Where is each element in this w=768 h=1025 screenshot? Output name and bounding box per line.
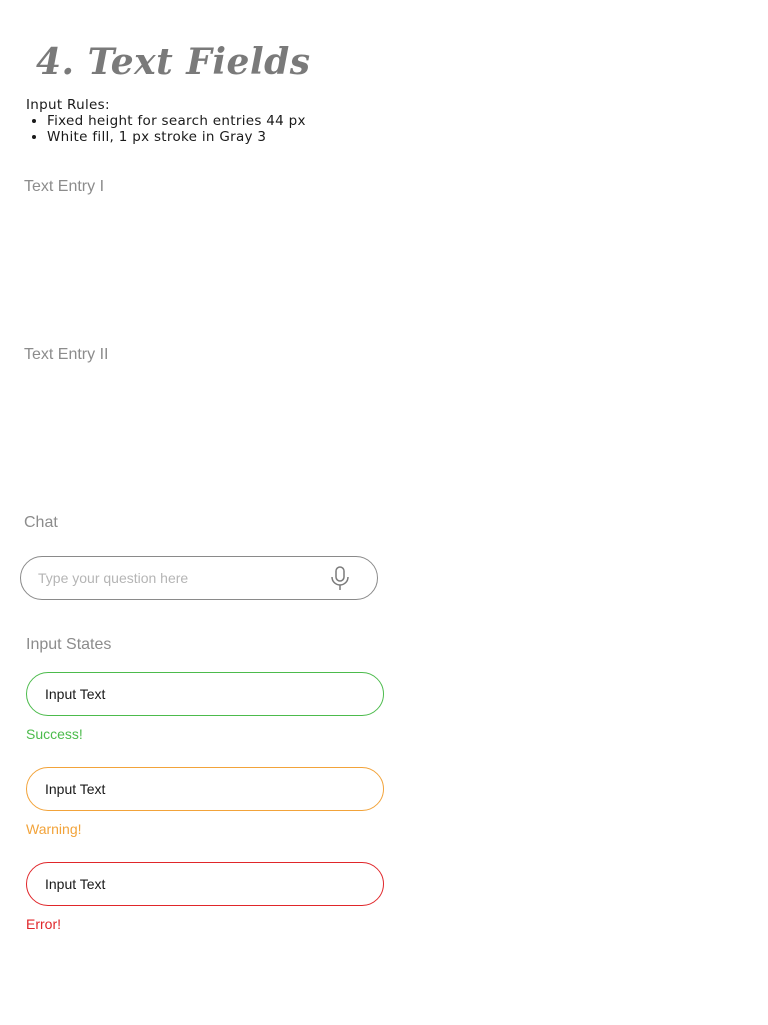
success-input[interactable] bbox=[45, 684, 365, 704]
section-label-chat: Chat bbox=[24, 514, 58, 531]
chat-input-field[interactable] bbox=[20, 556, 378, 600]
error-input[interactable] bbox=[45, 874, 365, 894]
error-message: Error! bbox=[26, 916, 61, 932]
warning-input[interactable] bbox=[45, 779, 365, 799]
warning-input-field[interactable] bbox=[26, 767, 384, 811]
success-message: Success! bbox=[26, 726, 83, 742]
section-label-input-states: Input States bbox=[26, 636, 112, 653]
input-rule-item: • White fill, 1 px stroke in Gray 3 bbox=[47, 129, 306, 145]
input-rules bbox=[26, 97, 306, 145]
chat-input[interactable] bbox=[38, 568, 318, 588]
input-rules-list bbox=[26, 113, 306, 145]
section-label-text-entry-1: Text Entry I bbox=[24, 178, 105, 195]
error-input-field[interactable] bbox=[26, 862, 384, 906]
warning-message: Warning! bbox=[26, 821, 82, 837]
section-label-text-entry-2: Text Entry II bbox=[24, 346, 109, 363]
input-rules-heading: Input Rules: bbox=[26, 97, 110, 113]
page-title: 4. Text Fields bbox=[36, 41, 311, 83]
success-input-field[interactable] bbox=[26, 672, 384, 716]
microphone-icon[interactable] bbox=[329, 566, 351, 592]
input-rule-item: • Fixed height for search entries 44 px bbox=[47, 113, 306, 129]
